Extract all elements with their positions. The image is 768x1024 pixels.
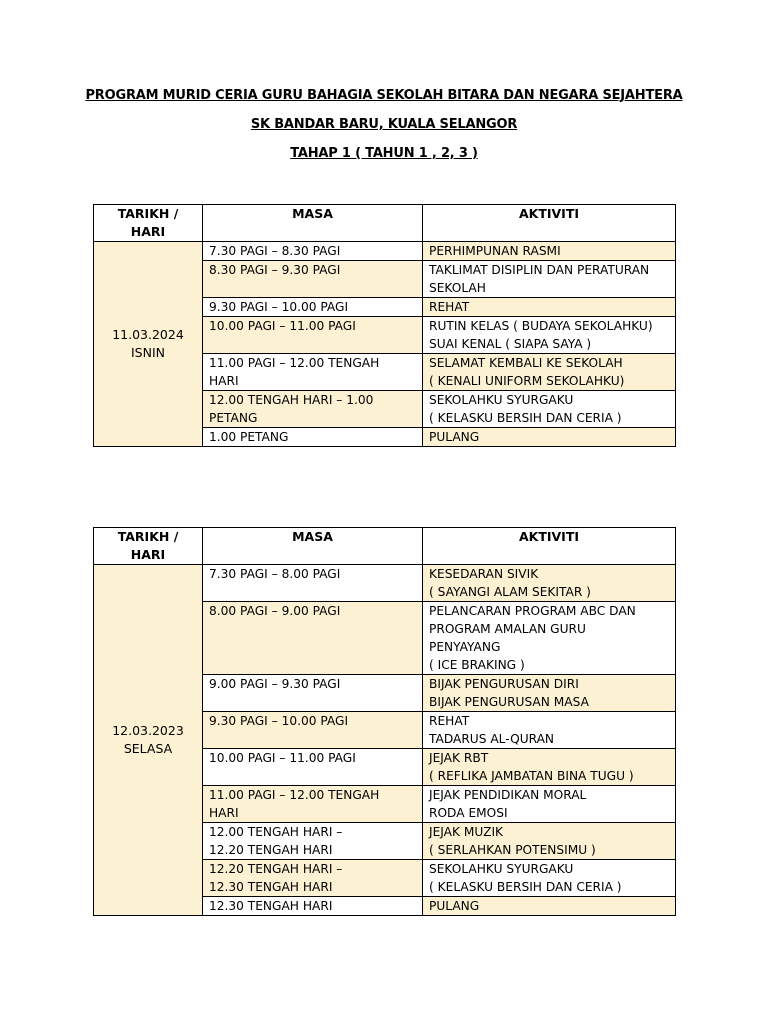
date-value: 11.03.2024 — [112, 327, 184, 342]
activity-text: REHAT — [429, 300, 470, 314]
time-cell — [203, 298, 423, 317]
time-cell — [203, 897, 423, 916]
activity-cell — [423, 317, 676, 354]
activity-text: JEJAK RBT — [429, 751, 489, 765]
activity-cell — [423, 786, 676, 823]
time-text: 10.00 PAGI – 11.00 PAGI — [209, 319, 356, 333]
activity-text: RUTIN KELAS ( BUDAYA SEKOLAHKU) — [429, 319, 653, 333]
activity-text: SEKOLAH — [429, 281, 486, 295]
time-text: PETANG — [209, 411, 258, 425]
activity-text: PROGRAM AMALAN GURU — [429, 622, 586, 636]
activity-text: TAKLIMAT DISIPLIN DAN PERATURAN — [429, 263, 650, 277]
level-title: TAHAP 1 ( TAHUN 1 , 2, 3 ) — [290, 146, 478, 161]
activity-text: SUAI KENAL ( SIAPA SAYA ) — [429, 337, 592, 351]
school-name: SK BANDAR BARU, KUALA SELANGOR — [250, 117, 518, 132]
time-cell — [203, 242, 423, 261]
activity-text: SEKOLAHKU SYURGAKU — [429, 862, 574, 876]
time-cell — [203, 860, 423, 897]
activity-text: ( SERLAHKAN POTENSIMU ) — [429, 843, 596, 857]
activity-text: ( ICE BRAKING ) — [429, 658, 525, 672]
activity-text: PULANG — [429, 430, 480, 444]
activity-cell — [423, 565, 676, 602]
time-text: 9.00 PAGI – 9.30 PAGI — [209, 677, 341, 691]
time-text: 11.00 PAGI – 12.00 TENGAH — [209, 788, 380, 802]
time-text: 11.00 PAGI – 12.00 TENGAH — [209, 356, 380, 370]
header-activity: AKTIVITI — [423, 205, 676, 242]
activity-text: PULANG — [429, 899, 480, 913]
time-text: 12.00 TENGAH HARI – 1.00 — [209, 393, 374, 407]
header-time: MASA — [203, 205, 423, 242]
schedule-table-day2 — [93, 527, 676, 916]
date-cell — [94, 565, 203, 916]
time-text: 10.00 PAGI – 11.00 PAGI — [209, 751, 356, 765]
time-text: 12.20 TENGAH HARI — [209, 843, 333, 857]
activity-text: RODA EMOSI — [429, 806, 508, 820]
activity-cell — [423, 823, 676, 860]
activity-text: JEJAK MUZIK — [429, 825, 504, 839]
time-text: 9.30 PAGI – 10.00 PAGI — [209, 714, 349, 728]
time-text: 9.30 PAGI – 10.00 PAGI — [209, 300, 349, 314]
activity-text: PENYAYANG — [429, 640, 501, 654]
activity-cell — [423, 602, 676, 675]
time-text: 12.30 TENGAH HARI — [209, 899, 333, 913]
activity-cell — [423, 391, 676, 428]
time-cell — [203, 428, 423, 447]
time-cell — [203, 675, 423, 712]
activity-text: KESEDARAN SIVIK — [429, 567, 539, 581]
time-text: HARI — [209, 806, 239, 820]
activity-text: ( REFLIKA JAMBATAN BINA TUGU ) — [429, 769, 634, 783]
time-cell — [203, 712, 423, 749]
time-cell — [203, 749, 423, 786]
day-value: ISNIN — [130, 345, 165, 360]
date-value: 12.03.2023 — [112, 723, 184, 738]
time-cell — [203, 261, 423, 298]
header-activity: AKTIVITI — [423, 528, 676, 565]
activity-text: SEKOLAHKU SYURGAKU — [429, 393, 574, 407]
time-text: 8.30 PAGI – 9.30 PAGI — [209, 263, 341, 277]
activity-cell — [423, 354, 676, 391]
activity-text: TADARUS AL-QURAN — [429, 732, 555, 746]
activity-cell — [423, 860, 676, 897]
time-text: 12.00 TENGAH HARI – — [209, 825, 343, 839]
header-date: TARIKH / HARI — [94, 205, 203, 242]
day-value: SELASA — [123, 741, 173, 756]
time-text: 12.30 TENGAH HARI — [209, 880, 333, 894]
activity-text: REHAT — [429, 714, 470, 728]
activity-cell — [423, 675, 676, 712]
table-header-row — [94, 528, 676, 565]
table-header-row — [94, 205, 676, 242]
document-title: PROGRAM MURID CERIA GURU BAHAGIA SEKOLAH BITARA DAN NEGARA SEJAHTERA — [85, 88, 683, 103]
header-date: TARIKH / HARI — [94, 528, 203, 565]
activity-cell — [423, 261, 676, 298]
activity-text: BIJAK PENGURUSAN MASA — [429, 695, 589, 709]
activity-cell — [423, 897, 676, 916]
activity-cell — [423, 749, 676, 786]
activity-text: ( KELASKU BERSIH DAN CERIA ) — [429, 411, 622, 425]
time-text: 7.30 PAGI – 8.30 PAGI — [209, 244, 341, 258]
time-text: HARI — [209, 374, 239, 388]
activity-text: ( SAYANGI ALAM SEKITAR ) — [429, 585, 591, 599]
activity-cell — [423, 712, 676, 749]
activity-text: ( KENALI UNIFORM SEKOLAHKU) — [429, 374, 625, 388]
date-cell — [94, 242, 203, 447]
table-row — [94, 242, 676, 261]
time-cell — [203, 823, 423, 860]
activity-text: JEJAK PENDIDIKAN MORAL — [429, 788, 587, 802]
activity-text: PELANCARAN PROGRAM ABC DAN — [429, 604, 636, 618]
time-text: 12.20 TENGAH HARI – — [209, 862, 343, 876]
header-time: MASA — [203, 528, 423, 565]
activity-cell — [423, 298, 676, 317]
activity-text: ( KELASKU BERSIH DAN CERIA ) — [429, 880, 622, 894]
activity-text: SELAMAT KEMBALI KE SEKOLAH — [429, 356, 623, 370]
time-cell — [203, 391, 423, 428]
activity-cell — [423, 428, 676, 447]
activity-text: BIJAK PENGURUSAN DIRI — [429, 677, 579, 691]
time-text: 1.00 PETANG — [209, 430, 289, 444]
time-cell — [203, 354, 423, 391]
time-cell — [203, 786, 423, 823]
time-cell — [203, 602, 423, 675]
table-row — [94, 565, 676, 602]
schedule-table-day1 — [93, 204, 676, 447]
activity-cell — [423, 242, 676, 261]
time-text: 8.00 PAGI – 9.00 PAGI — [209, 604, 341, 618]
time-cell — [203, 565, 423, 602]
time-text: 7.30 PAGI – 8.00 PAGI — [209, 567, 341, 581]
activity-text: PERHIMPUNAN RASMI — [429, 244, 561, 258]
time-cell — [203, 317, 423, 354]
